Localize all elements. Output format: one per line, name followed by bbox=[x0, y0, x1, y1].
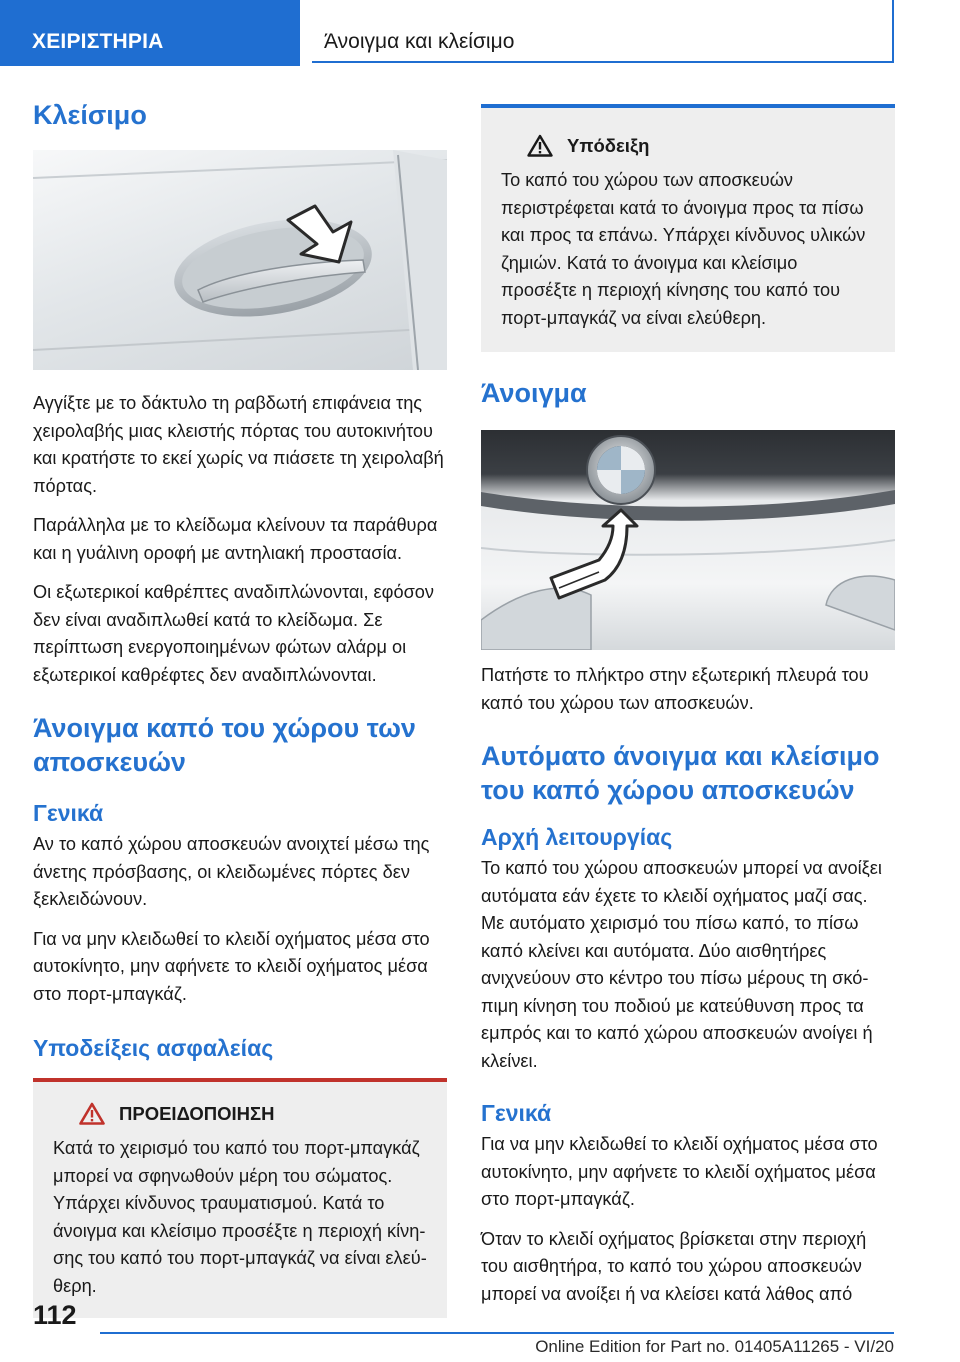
warning-title: ΠΡΟΕΙΔΟΠΟΙΗΣΗ bbox=[119, 1102, 275, 1124]
note-title: Υπόδειξη bbox=[567, 134, 650, 156]
note-box bbox=[481, 104, 895, 352]
footer-edition: Online Edition for Part no. 01405A11265 - VI/20 bbox=[535, 1337, 894, 1356]
warning-header bbox=[79, 1102, 427, 1125]
page-number: 112 bbox=[33, 1300, 77, 1330]
paragraph-key-inside-right: Για να μην κλειδωθεί το κλειδί οχήματος μέσα στο αυτοκίνητο, μην αφήνετε το κλειδί οχήματος μέσα στο πορτ-μπαγκάζ. bbox=[481, 1134, 878, 1209]
door-handle-illustration bbox=[33, 150, 447, 370]
note-header bbox=[527, 134, 875, 157]
chapter-title: Άνοιγμα και κλείσιμο bbox=[312, 0, 894, 63]
heading-principle: Αρχή λειτουργίας bbox=[481, 824, 673, 850]
right-column bbox=[481, 104, 895, 1308]
page-header bbox=[0, 0, 960, 66]
heading-general-right: Γενικά bbox=[481, 1100, 552, 1126]
door-handle-drawing bbox=[33, 150, 447, 370]
section-tab: ΧΕΙΡΙΣΤΗΡΙΑ bbox=[0, 0, 300, 66]
paragraph-touch-handle: Αγγίξτε με το δάκτυλο τη ραβδωτή επιφάνεια της χειρολαβής μιας κλειστής πόρτας του αυτοκινήτου και κρατήστε το εκεί χωρίς να πιάσετε τη χειρολαβή πόρτας. bbox=[33, 393, 444, 496]
footer-divider bbox=[100, 1332, 894, 1334]
warning-triangle-icon bbox=[79, 1102, 105, 1125]
paragraph-principle: Το καπό του χώρου αποσκευών μπορεί να ανοίξει αυτόματα εάν έχετε το κλειδί οχήματος μαζί σας. Με αυτόματο χειρισμό του πίσω καπό, το πίσω καπό κλείνει και αυτόματα. Δύο αισθητήρες ανιχνεύουν στο κέντρο του πίσω μέρους τη σκόπιμη κίνηση του ποδιού με κατεύθυνση προς τα εμπρός και το καπό χώρου αποσκευών ανοίγει ή κλείνει. bbox=[481, 858, 882, 1071]
paragraph-press-button: Πατήστε το πλήκτρο στην εξωτερική πλευρά του καπό του χώρου των αποσκευών. bbox=[481, 665, 869, 713]
left-column bbox=[33, 98, 447, 1318]
note-text: Το καπό του χώρου των αποσκευών περιστρέφεται κατά το άνοιγμα προς τα πίσω και προς τα επάνω. Υπάρχει κίνδυνος υλικών ζημιών. Κατά το άνοιγμα και κλείσιμο προσέξτε η περιοχή κίνησης του καπό του πορτ-μπαγκάζ να είναι ελεύθερη. bbox=[501, 170, 866, 328]
trunk-emblem-drawing bbox=[481, 430, 895, 650]
paragraph-comfort-access: Αν το καπό χώρου αποσκευών ανοιχτεί μέσω της άνετης πρόσβασης, οι κλειδωμένες πόρτες δεν ξεκλειδώνουν. bbox=[33, 834, 430, 909]
paragraph-sensor-area: Όταν το κλειδί οχήματος βρίσκεται στην περιοχή του αισθητήρα, το καπό του χώρου αποσκευών μπορεί να ανοίξει ή να κλείσει κατά λάθος από bbox=[481, 1228, 867, 1304]
heading-general: Γενικά bbox=[33, 800, 104, 826]
paragraph-key-inside: Για να μην κλειδωθεί το κλειδί οχήματος μέσα στο αυτοκίνητο, μην αφήνετε το κλειδί οχήματος μέσα στο πορτ-μπαγκάζ. bbox=[33, 928, 430, 1004]
warning-box bbox=[33, 1078, 447, 1318]
heading-trunk-opening: Άνοιγμα καπό του χώρου των αποσκευών bbox=[33, 713, 416, 777]
heading-opening: Άνοιγμα bbox=[481, 378, 587, 408]
note-triangle-icon bbox=[527, 134, 553, 157]
warning-text: Κατά το χειρισμό του καπό του πορτ-μπαγκάζ μπορεί να σφηνωθούν μέρη του σώματος. Υπάρχει κίνδυνος τραυματισμού. Κατά το άνοιγμα και κλείσιμο προσέξτε η περιοχή κίνησης του καπό του πορτ-μπαγκάζ να είναι ελεύθερη. bbox=[53, 1138, 427, 1296]
trunk-button-illustration bbox=[481, 430, 895, 650]
heading-closing: Κλείσιμο bbox=[33, 100, 147, 130]
heading-auto-open-close: Αυτόματο άνοιγμα και κλείσιμο του καπό χώρου αποσκευών bbox=[481, 741, 880, 805]
paragraph-mirrors-fold: Οι εξωτερικοί καθρέπτες αναδιπλώνονται, εφόσον δεν είναι αναδιπλωθεί κατά το κλείδωμα. Σε περίπτωση ενεργοποιημένων φώτων αλάρμ οι εξωτερικοί καθρέφτες δεν αναδιπλώνονται. bbox=[33, 582, 435, 685]
paragraph-windows-close: Παράλληλα με το κλείδωμα κλείνουν τα παράθυρα και η γυάλινη οροφή με αντηλιακή προστασία. bbox=[33, 515, 438, 563]
heading-safety: Υποδείξεις ασφαλείας bbox=[33, 1035, 274, 1061]
